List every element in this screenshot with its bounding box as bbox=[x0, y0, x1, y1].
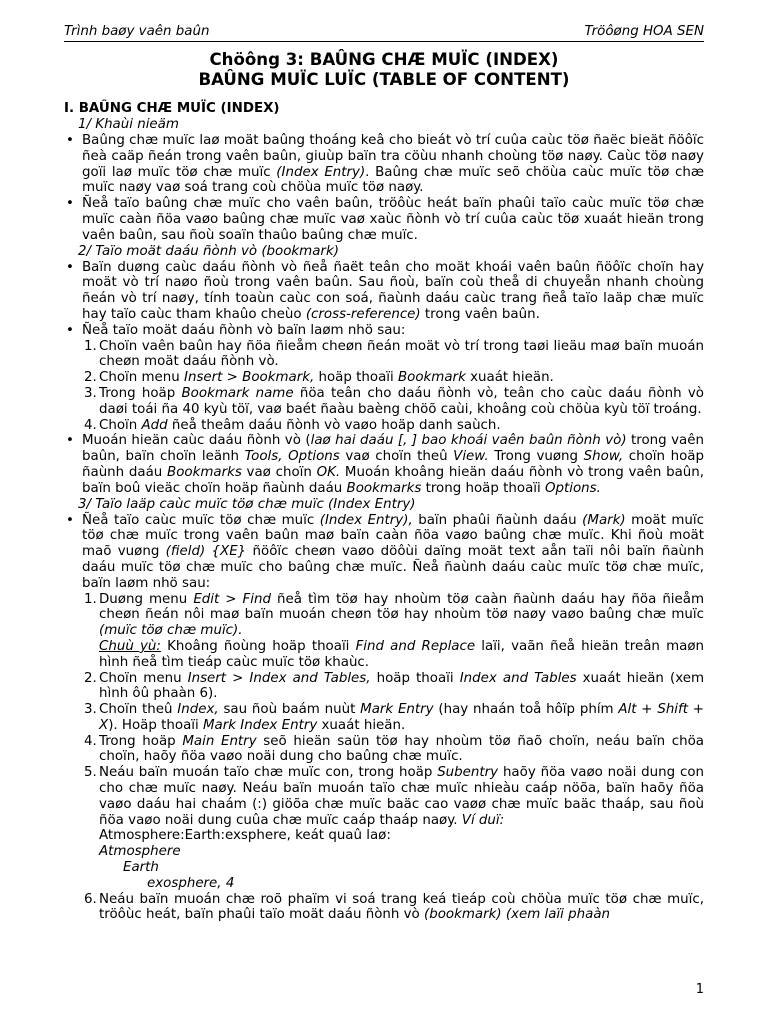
bullet-item: • Muoán hieän caùc daáu ñònh vò (laø hai daáu [, ] bao khoái vaên baûn ñònh vò) trong vaên baûn, baïn choïn leänh Tools, Options vaø choïn theû View. Trong vuøng Show, choïn hoäp ñaùnh daáu Bookmarks vaø choïn OK. Muoán khoâng hieän daáu ñònh vò trong vaên baûn, baïn boû vieäc choïn hoäp ñaùnh daáu Bookmarks trong hoäp thoaïi Options. bbox=[66, 433, 704, 496]
subheading-3: 3/ Taïo laäp caùc muïc töø chæ muïc (Index Entry) bbox=[78, 496, 416, 512]
numbered-item: 4. Choïn Add ñeå theâm daáu ñònh vò vaøo hoäp danh saùch. bbox=[84, 417, 501, 433]
page-header bbox=[64, 24, 704, 42]
page-title bbox=[64, 50, 704, 89]
subheading-2: 2/ Taïo moät daáu ñònh vò (bookmark) bbox=[78, 243, 339, 259]
bullet-item: • Baïn duøng caùc daáu ñònh vò ñeå ñaët teân cho moät khoái vaên baûn ñöôïc choïn hay moät vò trí naøo ñoù trong vaên baûn. Sau ñoù, baïn coù theå di chuyeån nhanh choùng ñeán vò trí naøy, tính toaùn caùc con soá, ñaùnh daáu caùc trang ñeå taïo laäp chæ muïc hay taïo caùc tham khaûo cheùo (cross-reference) trong vaên baûn. bbox=[66, 259, 704, 322]
numbered-item: 5. Neáu baïn muoán taïo chæ muïc con, trong hoäp Subentry haõy ñöa vaøo noäi dung con cho chæ muïc naøy. Neáu baïn muoán taïo chæ muïc nhieàu caáp nöõa, baïn haõy ñöa vaøo daáu hai chaám (:) giöõa chæ muïc baäc cao vaøø chæ muïc baäc thaáp, sau ñoù ñöa vaøo noäi dung cuûa chæ muïc caáp thaáp naøy. Ví duï: Atmosphere:Earth:exsphere, keát quaû laø: Atmosphere Earth exosphere, 4 bbox=[84, 765, 704, 891]
title-line2: BAÛNG MUÏC LUÏC (TABLE OF CONTENT) bbox=[198, 69, 570, 89]
bullet-item: • Ñeå taïo caùc muïc töø chæ muïc (Index Entry), baïn phaûi ñaùnh daáu (Mark) moät muïc töø chæ muïc trong vaên baûn maø baïn caàn ñöa vaøo baûng chæ muïc. Khi ñoù moät maõ vuøng (field) {XE} ñöôïc cheøn vaøo döôùi daïng moät text aån taïi nôi baïn ñaùnh daáu muïc töø chæ muïc cho baûng chæ muïc. Ñeå ñaùnh daáu caùc muïc töø chæ muïc, baïn laøm nhö sau: bbox=[66, 512, 705, 591]
numbered-item: 3. Choïn theû Index, sau ñoù baám nuùt Mark Entry (hay nhaán toå hôïp phím Alt + Shift + X). Hoäp thoaïi Mark Index Entry xuaát hieän. bbox=[84, 702, 705, 733]
example-line: Earth bbox=[123, 860, 159, 876]
header-right: Tröôøng HOA SEN bbox=[584, 24, 704, 39]
note-paragraph: Chuù yù: Khoâng ñoùng hoäp thoaïi Find and Replace laïi, vaãn ñeå hieän treân maøn hình ñeå tìm tieáp caùc muïc töø khaùc. bbox=[99, 638, 704, 670]
numbered-item: 6. Neáu baïn muoán chæ roõ phaïm vi soá trang keá tieáp coù chöùa muïc töø chæ muïc, tröôùc heát, baïn phaûi taïo moät daáu ñònh vò (bookmark) (xem laïi phaàn bbox=[84, 891, 704, 923]
header-left: Trình baøy vaên baûn bbox=[64, 24, 210, 39]
bullet-item: • Ñeå taïo moät daáu ñònh vò baïn laøm nhö sau: bbox=[66, 322, 406, 338]
example-line: Atmosphere bbox=[99, 844, 181, 860]
example-line: exosphere, 4 bbox=[147, 875, 235, 891]
title-line1: Chöông 3: BAÛNG CHÆ MUÏC (INDEX) bbox=[209, 50, 559, 69]
numbered-item: 3. Trong hoäp Bookmark name ñöa teân cho daáu ñònh vò, teân cho caùc daáu ñònh vò daøi toái ña 40 kyù töï, vaø baét ñaàu baèng chöõ caùi, khoâng coù chöùa kyù töï troáng. bbox=[84, 385, 704, 417]
page-number: 1 bbox=[695, 982, 704, 997]
numbered-item: 4. Trong hoäp Main Entry seõ hieän saün töø hay nhoùm töø ñaõ choïn, neáu baïn chöa choïn, haõy ñöa vaøo noäi dung cho baûng chæ muïc. bbox=[84, 733, 704, 765]
bullet-item: • Ñeå taïo baûng chæ muïc cho vaên baûn, tröôùc heát baïn phaûi taïo caùc muïc töø chæ muïc caàn ñöa vaøo baûng chæ muïc vaø xaùc ñònh vò trí cuûa caùc töø xuaát hieän trong vaên baûn, sau ñoù soaïn thaûo baûng chæ muïc. bbox=[66, 196, 704, 243]
numbered-item: 1. Duøng menu Edit > Find ñeå tìm töø hay nhoùm töø caàn ñaùnh daáu hay ñöa ñieåm cheøn ñeán nôi maø baïn muoán cheøn töø hay nhoùm töø naøy vaøo baûng chæ muïc (muïc töø chæ muïc). bbox=[84, 591, 705, 639]
bullet-item: • Baûng chæ muïc laø moät baûng thoáng keâ cho bieát vò trí cuûa caùc töø ñaëc bieät ñöôïc ñeà caäp ñeán trong vaên baûn, giuùp baïn tra cöùu nhanh choùng töø naøy. Caùc töø naøy goïi laø muïc töø chæ muïc (Index Entry). Baûng chæ muïc seõ chöùa caùc muïc töø chæ muïc naøy vaø soá trang coù chöùa muïc töø naøy. bbox=[66, 133, 704, 196]
subheading-1: 1/ Khaùi nieäm bbox=[78, 117, 179, 132]
section-heading: I. BAÛNG CHÆ MUÏC (INDEX) bbox=[64, 101, 280, 116]
numbered-item: 2. Choïn menu Insert > Index and Tables, hoäp thoaïi Index and Tables xuaát hieän (xem hình ôû phaàn 6). bbox=[84, 670, 705, 702]
numbered-item: 2. Choïn menu Insert > Bookmark, hoäp thoaïi Bookmark xuaát hieän. bbox=[84, 370, 554, 386]
numbered-item: 1. Choïn vaên baûn hay ñöa ñieåm cheøn ñeán moät vò trí trong taøi lieäu maø baïn muoán cheøn moät daáu ñònh vò. bbox=[84, 338, 704, 370]
